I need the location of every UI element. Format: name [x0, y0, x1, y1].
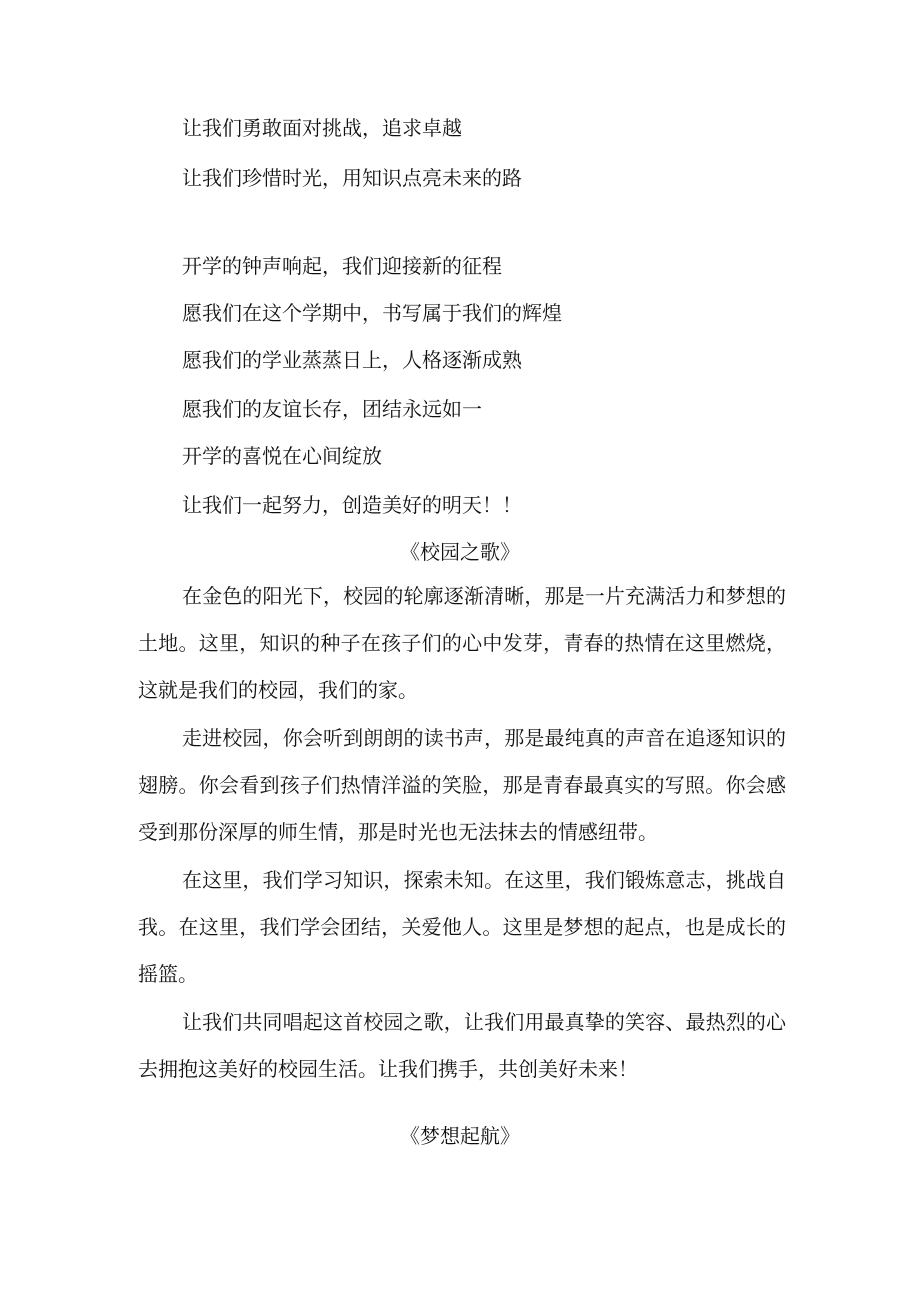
- poem-line: 愿我们在这个学期中，书写属于我们的辉煌: [182, 301, 562, 325]
- essay-paragraph: 在金色的阳光下，校园的轮廓逐渐清晰，那是一片充满活力和梦想的土地。这里，知识的种子在孩子们的心中发芽，青春的热情在这里燃烧，这就是我们的校园，我们的家。: [138, 584, 786, 702]
- next-section-title: 《梦想起航》: [400, 1124, 520, 1148]
- poem-line: 开学的喜悦在心间绽放: [182, 444, 382, 468]
- poem-line: 让我们勇敢面对挑战，追求卓越: [182, 116, 462, 140]
- poem-line: 开学的钟声响起，我们迎接新的征程: [182, 254, 502, 278]
- essay-paragraph: 走进校园，你会听到朗朗的读书声，那是最纯真的声音在追逐知识的翅膀。你会看到孩子们热情洋溢的笑脸，那是青春最真实的写照。你会感受到那份深厚的师生情，那是时光也无法抹去的情感纽带。: [138, 726, 786, 844]
- essay-paragraph: 在这里，我们学习知识，探索未知。在这里，我们锻炼意志，挑战自我。在这里，我们学会团结，关爱他人。这里是梦想的起点，也是成长的摇篮。: [138, 868, 786, 986]
- essay-paragraph: 让我们共同唱起这首校园之歌，让我们用最真挚的笑容、最热烈的心去拥抱这美好的校园生活。让我们携手，共创美好未来！: [138, 1010, 786, 1081]
- poem-line: 让我们珍惜时光，用知识点亮未来的路: [182, 166, 522, 190]
- essay-title: 《校园之歌》: [400, 540, 520, 564]
- poem-line: 让我们一起努力，创造美好的明天！！: [182, 493, 522, 517]
- poem-line: 愿我们的友谊长存，团结永远如一: [182, 397, 482, 421]
- poem-line: 愿我们的学业蒸蒸日上，人格逐渐成熟: [182, 348, 522, 372]
